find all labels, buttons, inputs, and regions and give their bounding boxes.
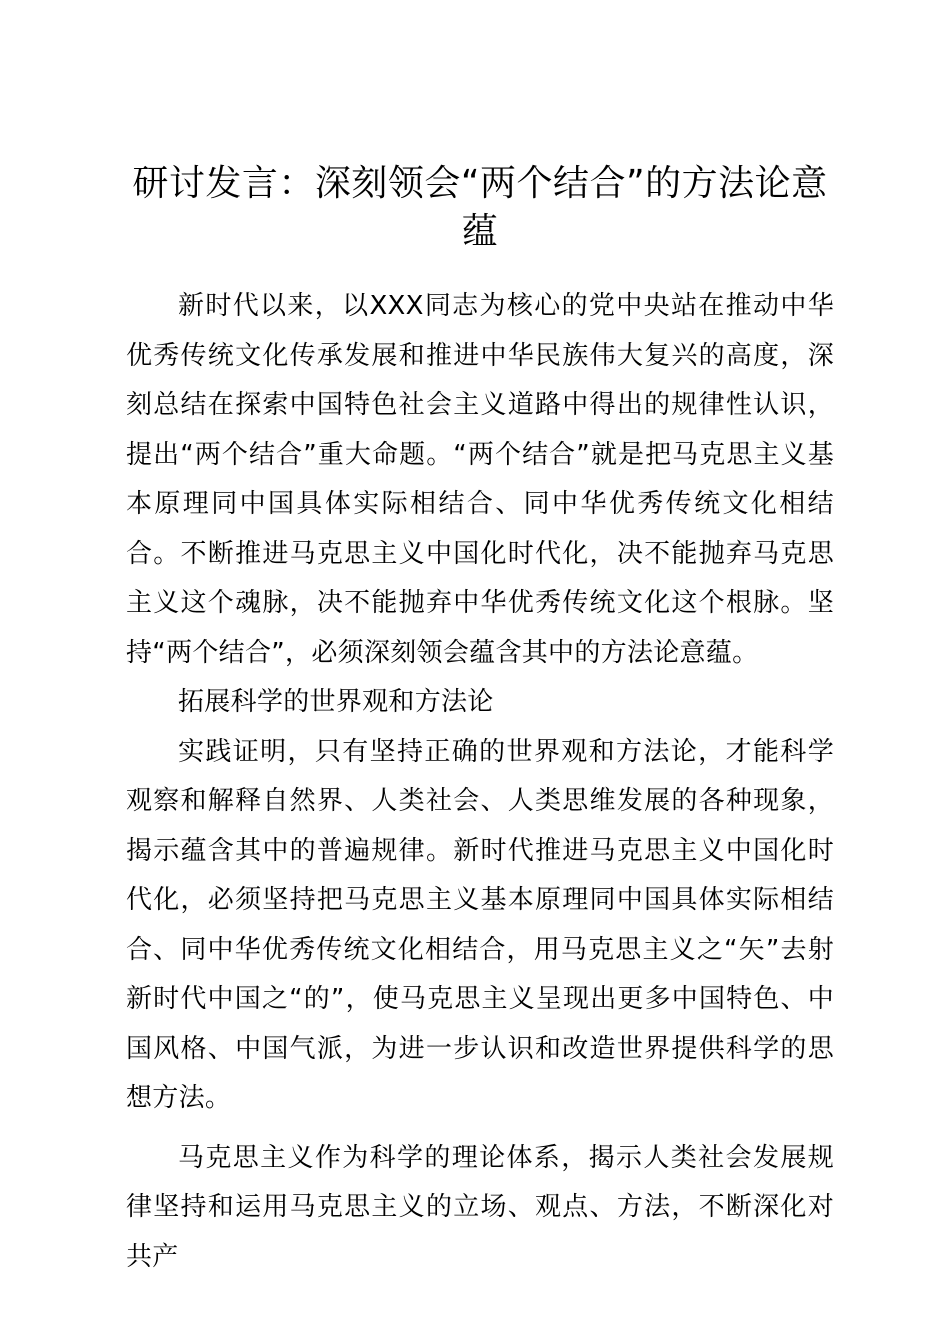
document-title: 研讨发言：深刻领会“两个结合”的方法论意蕴	[132, 163, 828, 252]
paragraph-practice: 实践证明，只有坚持正确的世界观和方法论，才能科学观察和解释自然界、人类社会、人类思维发展的各种现象，揭示蕴含其中的普遍规律。新时代推进马克思主义中国化时代化，必须坚持把马克思主义基本原理同中国具体实际相结合、同中华优秀传统文化相结合，用马克思主义之“矢”去射新时代中国之“的”，使马克思主义呈现出更多中国特色、中国风格、中国气派，为进一步认识和改造世界提供科学的思想方法。	[126, 736, 834, 1113]
document-body	[126, 282, 834, 1282]
paragraph-intro: 新时代以来，以XXX同志为核心的党中央站在推动中华优秀传统文化传承发展和推进中华民族伟大复兴的高度，深刻总结在探索中国特色社会主义道路中得出的规律性认识，提出“两个结合”重大命题。“两个结合”就是把马克思主义基本原理同中国具体实际相结合、同中华优秀传统文化相结合。不断推进马克思主义中国化时代化，决不能抛弃马克思主义这个魂脉，决不能抛弃中华优秀传统文化这个根脉。坚持“两个结合”，必须深刻领会蕴含其中的方法论意蕴。	[126, 291, 834, 668]
paragraph-marxism: 马克思主义作为科学的理论体系，揭示人类社会发展规律坚持和运用马克思主义的立场、观点、方法，不断深化对共产	[126, 1142, 834, 1272]
section-heading: 拓展科学的世界观和方法论	[178, 687, 494, 717]
